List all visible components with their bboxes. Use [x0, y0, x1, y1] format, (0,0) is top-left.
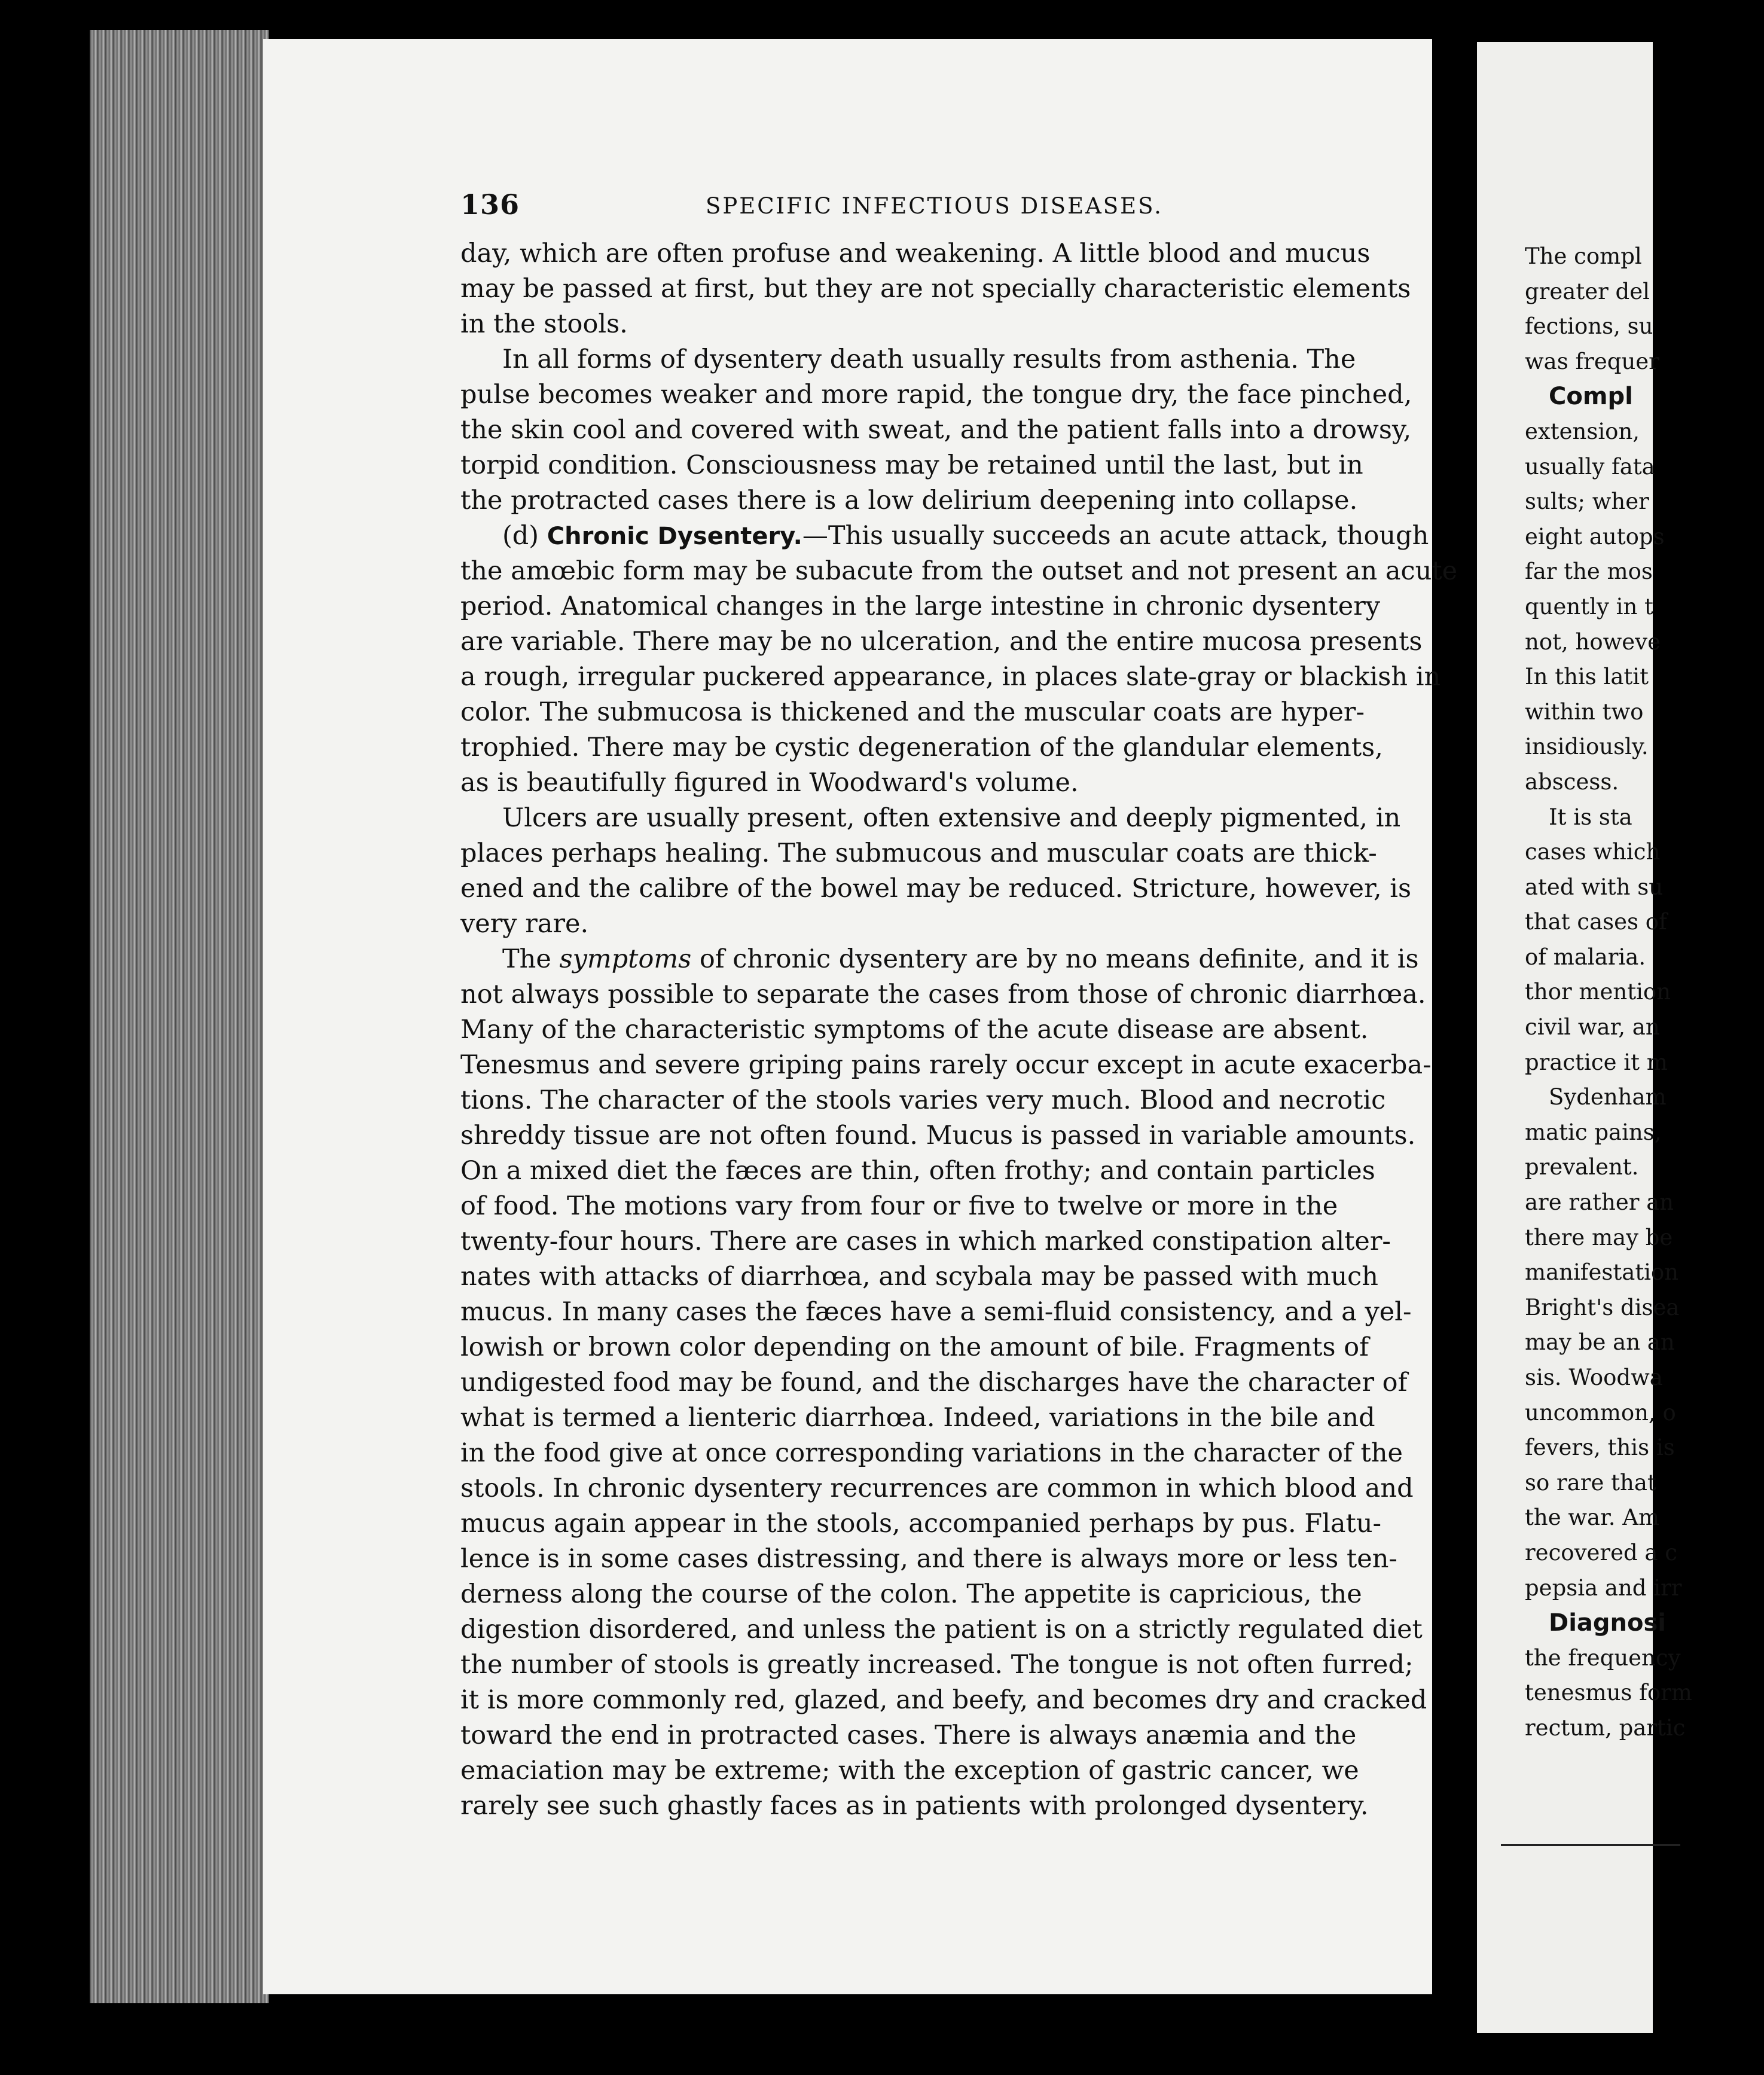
text-line: abscess. [1525, 768, 1619, 795]
text-line: far the mos [1525, 559, 1653, 585]
text-line: day, which are often profuse and weakening. A little blood and mucus [460, 239, 1371, 268]
text-line: Sydenham [1549, 1084, 1667, 1110]
text-line: lence is in some cases distressing, and there is always more or less ten- [460, 1544, 1397, 1574]
text-line: mucus. In many cases the fæces have a semi-fluid consistency, and a yel- [460, 1297, 1412, 1327]
text-line: sults; wher [1525, 489, 1649, 515]
text-line: fevers, this is [1525, 1435, 1675, 1461]
text-line: Ulcers are usually present, often extensive and deeply pigmented, in [502, 803, 1401, 833]
text-line: In all forms of dysentery death usually results from asthenia. The [502, 344, 1356, 374]
footnote-rule [1501, 1844, 1680, 1846]
page-number: 136 [460, 188, 520, 221]
text-line: uncommon, o [1525, 1399, 1676, 1426]
text-line: in the food give at once corresponding variations in the character of the [460, 1438, 1403, 1468]
text-line: The compl [1525, 243, 1642, 269]
text-line: It is sta [1549, 804, 1632, 830]
text-line: ened and the calibre of the bowel may be reduced. Stricture, however, is [460, 874, 1412, 904]
chronic-dysentery-paragraph-start [460, 518, 1429, 554]
text-line: the war. Am [1525, 1505, 1660, 1531]
right-page-text [1525, 239, 1764, 1746]
text-line: fections, su [1525, 313, 1653, 340]
text-line: Many of the characteristic symptoms of the acute disease are absent. [460, 1015, 1369, 1045]
text-line: stools. In chronic dysentery recurrences are common in which blood and [460, 1473, 1414, 1503]
text-line: very rare. [460, 909, 589, 939]
text-line: Tenesmus and severe griping pains rarely occur except in acute exacerba- [460, 1050, 1432, 1080]
text-line: trophied. There may be cystic degeneration of the glandular elements, [460, 733, 1383, 762]
text-line: pepsia and irr [1525, 1574, 1682, 1601]
text-line: not always possible to separate the cases from those of chronic diarrhœa. [460, 979, 1426, 1009]
text-line: torpid condition. Consciousness may be retained until the last, but in [460, 450, 1363, 480]
text-line: practice it m [1525, 1049, 1668, 1075]
text-line: that cases of [1525, 909, 1667, 935]
text-line: thor mention [1525, 979, 1671, 1005]
text-line: as is beautifully figured in Woodward's volume. [460, 768, 1079, 798]
text-line: mucus again appear in the stools, accompanied perhaps by pus. Flatu- [460, 1509, 1382, 1539]
text-line: recovered a c [1525, 1539, 1677, 1566]
text-line: twenty-four hours. There are cases in which marked constipation alter- [460, 1226, 1391, 1256]
text-line: ated with su [1525, 874, 1664, 900]
text-line: digestion disordered, and unless the patient is on a strictly regulated diet [460, 1615, 1423, 1644]
text-line: in the stools. [460, 309, 628, 339]
section-heading: Chronic Dysentery. [547, 523, 802, 550]
text-line: emaciation may be extreme; with the exception of gastric cancer, we [460, 1756, 1359, 1786]
text-line: the skin cool and covered with sweat, and the patient falls into a drowsy, [460, 415, 1412, 445]
text-line: prevalent. [1525, 1154, 1639, 1180]
text-line: lowish or brown color depending on the amount of bile. Fragments of [460, 1332, 1369, 1362]
body-text [460, 236, 1458, 1824]
text-line: are rather an [1525, 1189, 1674, 1216]
text-line: insidiously. [1525, 734, 1649, 760]
text-line: matic pains, [1525, 1119, 1662, 1145]
section-heading: Compl [1549, 383, 1633, 411]
italic-term: symptoms [559, 944, 692, 974]
text-line: tions. The character of the stools varies very much. Blood and necrotic [460, 1085, 1386, 1115]
text-line: usually fata [1525, 453, 1655, 480]
book-page-edges [90, 30, 269, 2003]
text-line: not, howeve [1525, 628, 1661, 655]
text-line: toward the end in protracted cases. There is always anæmia and the [460, 1720, 1357, 1750]
text-line: extension, [1525, 418, 1640, 444]
text-line: shreddy tissue are not often found. Mucus is passed in variable amounts. [460, 1121, 1416, 1151]
text-line: the number of stools is greatly increased. The tongue is not often furred; [460, 1650, 1414, 1680]
text-line: may be passed at first, but they are not specially characteristic elements [460, 274, 1411, 304]
text-line: places perhaps healing. The submucous and muscular coats are thick- [460, 838, 1377, 868]
text-line: of malaria. [1525, 944, 1646, 970]
text-line: there may be [1525, 1224, 1673, 1250]
text-line: may be an an [1525, 1329, 1675, 1356]
text-line: was frequer [1525, 348, 1659, 374]
text-line: color. The submucosa is thickened and the muscular coats are hyper- [460, 697, 1365, 727]
text-line: undigested food may be found, and the discharges have the character of [460, 1368, 1408, 1397]
text-line: In this latit [1525, 664, 1649, 690]
text-line: quently in t [1525, 593, 1653, 620]
text-run: —This usually succeeds an acute attack, though [802, 521, 1429, 551]
running-head: SPECIFIC INFECTIOUS DISEASES. [706, 193, 1163, 219]
text-line: rarely see such ghastly faces as in patients with prolonged dysentery. [460, 1791, 1369, 1821]
section-heading: Diagnosi [1549, 1609, 1667, 1637]
text-line: Bright's disea [1525, 1294, 1680, 1320]
text-line: tenesmus form [1525, 1680, 1692, 1706]
text-line: derness along the course of the colon. The appetite is capricious, the [460, 1579, 1362, 1609]
text-line: so rare that [1525, 1469, 1656, 1496]
text-line: are variable. There may be no ulceration, and the entire mucosa presents [460, 627, 1423, 657]
text-line: rectum, partic [1525, 1714, 1686, 1741]
text-line: within two [1525, 698, 1644, 725]
left-page [263, 39, 1458, 1994]
text-run: of chronic dysentery are by no means definite, and it is [691, 944, 1419, 974]
text-line: a rough, irregular puckered appearance, in places slate-gray or blackish in [460, 662, 1441, 692]
text-run: The [502, 944, 560, 974]
text-line: what is termed a lienteric diarrhœa. Indeed, variations in the bile and [460, 1403, 1375, 1433]
text-line: eight autops [1525, 523, 1665, 550]
paragraph-marker: (d) [502, 521, 547, 551]
text-line: of food. The motions vary from four or five to twelve or more in the [460, 1191, 1338, 1221]
text-line: cases which [1525, 839, 1661, 865]
text-line: sis. Woodwa [1525, 1365, 1663, 1390]
text-line: nates with attacks of diarrhœa, and scybala may be passed with much [460, 1262, 1378, 1292]
text-line: the protracted cases there is a low delirium deepening into collapse. [460, 486, 1358, 515]
text-line: On a mixed diet the fæces are thin, often frothy; and contain particles [460, 1156, 1375, 1186]
text-line: period. Anatomical changes in the large intestine in chronic dysentery [460, 591, 1381, 621]
text-line: greater del [1525, 278, 1650, 304]
symptoms-paragraph-start [460, 942, 1419, 977]
text-line: civil war, an [1525, 1014, 1660, 1040]
text-line: the frequency [1525, 1644, 1681, 1671]
text-line: the amœbic form may be subacute from the outset and not present an acute [460, 556, 1458, 586]
text-line: manifestation [1525, 1259, 1679, 1286]
text-line: it is more commonly red, glazed, and beefy, and becomes dry and cracked [460, 1685, 1427, 1715]
right-page [1477, 42, 1692, 2033]
text-line: pulse becomes weaker and more rapid, the tongue dry, the face pinched, [460, 380, 1412, 410]
